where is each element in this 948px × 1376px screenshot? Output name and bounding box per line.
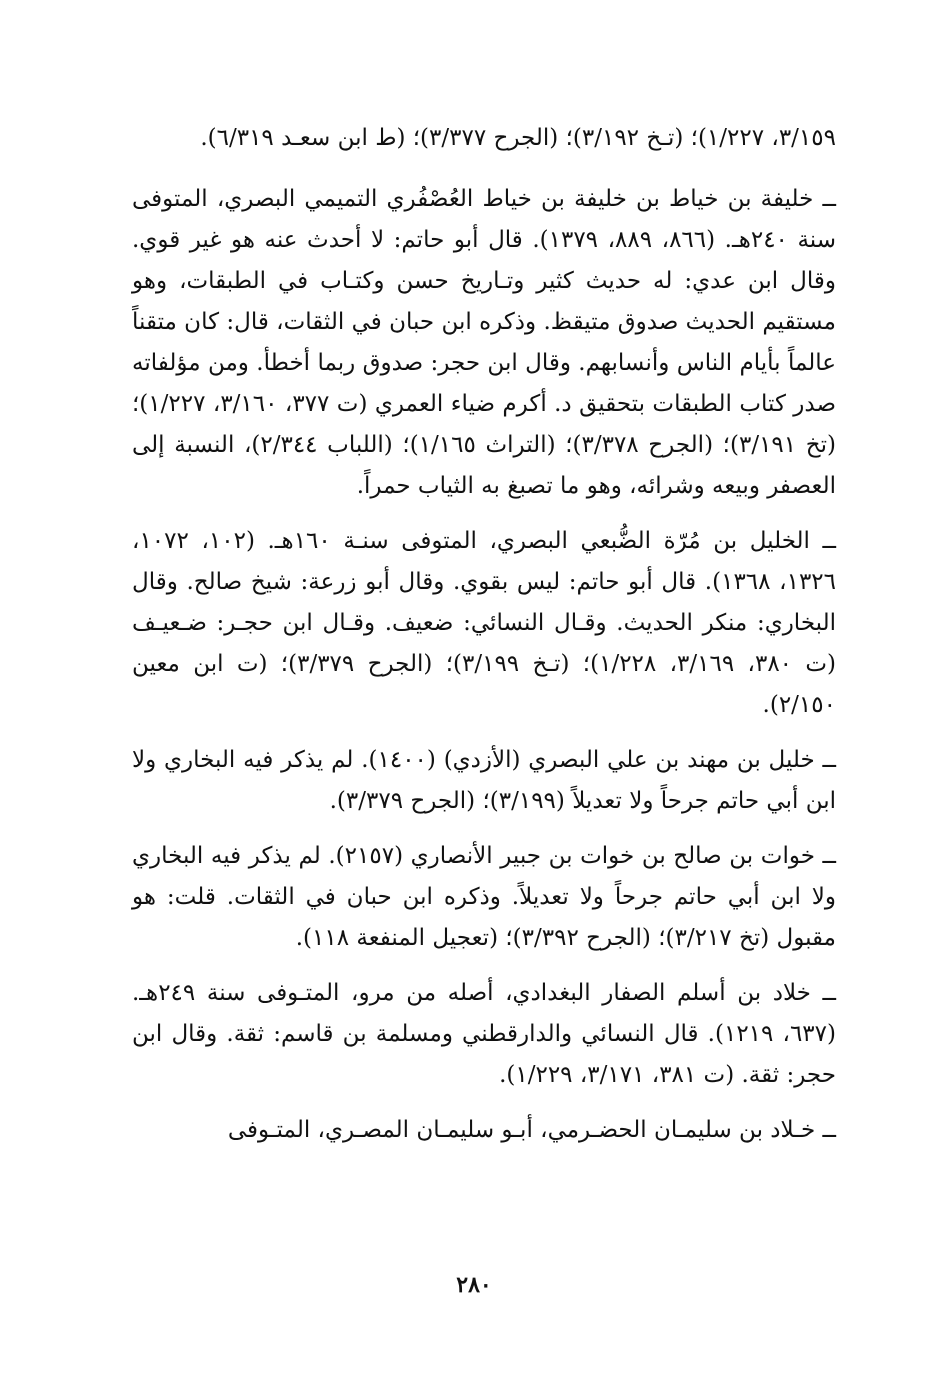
paragraph-entry-khalifa-bin-khayyat: ــ خليفة بن خياط بن خليفة بن خياط العُصْفُري التميمي البصري، المتوفى سنة ٢٤٠هـ. (٨٦٦، ٨٨٩، ١٣٧٩). قال أبو حاتم: لا أحدث عنه هو غير قوي. وقال ابن عدي: له حديث كثير وتـاريخ حسن وكتـاب في الطبقات، وهو مستقيم الحديث صدوق متيقظ. وذكره ابن حبان في الثقات، قال: كان متقناً عالماً بأيام الناس وأنسابهم. وقال ابن حجر: صدوق ربما أخطأ. ومن مؤلفاته صدر كتاب الطبقات بتحقيق د. أكرم ضياء العمري (ت ٣٧٧، ٣/١٦٠، ١/٢٢٧)؛ (تخ ٣/١٩١)؛ (الجرح ٣/٣٧٨)؛ (التراث ١/١٦٥)؛ (اللباب ٢/٣٤٤)، النسبة إلى العصفر وبيعه وشرائه، وهو ما تصبغ به الثياب حمراً. bbox=[132, 186, 837, 499]
paragraph-citation-continuation: ٣/١٥٩، ١/٢٢٧)؛ (تـخ ٣/١٩٢)؛ (الجرح ٣/٣٧٧)؛ (ط ابن سعـد ٦/٣١٩). bbox=[200, 125, 836, 151]
paragraph-entry-khallad-bin-sulayman: ــ خـلاد بن سليمـان الحضـرمي، أبـو سليمـان المصـري، المتـوفى bbox=[227, 1117, 836, 1143]
paragraph-entry-khallad-bin-aslam: ــ خلاد بن أسلم الصفار البغدادي، أصله من مرو، المتـوفى سنة ٢٤٩هـ. (٦٣٧، ١٢١٩). قال النسائي والدارقطني ومسلمة بن قاسم: ثقة. وقال ابن حجر: ثقة. (ت ٣٨١، ٣/١٧١، ١/٢٢٩). bbox=[132, 980, 836, 1088]
paragraph-entry-khalil-bin-murra: ــ الخليل بن مُرّة الضُّبعي البصري، المتوفى سنـة ١٦٠هـ. (١٠٢، ١٠٧٢، ١٣٢٦، ١٣٦٨). قال أبو حاتم: ليس بقوي. وقال أبو زرعة: شيخ صالح. وقال البخاري: منكر الحديث. وقـال النسائي: ضعيف. وقـال ابن حجـر: ضـعيـف (ت ٣٨٠، ٣/١٦٩، ١/٢٢٨)؛ (تـخ ٣/١٩٩)؛ (الجرح ٣/٣٧٩)؛ (ت ابن معين ٢/١٥٠). bbox=[132, 528, 837, 718]
paragraph-entry-khawwat-bin-salih: ــ خوات بن صالح بن خوات بن جبير الأنصاري (٢١٥٧). لم يذكر فيه البخاري ولا ابن أبي حاتم جرحاً ولا تعديلاً. وذكره ابن حبان في الثقات. قلت: هو مقبول (تخ ٣/٢١٧)؛ (الجرح ٣/٣٩٢)؛ (تعجيل المنفعة ١١٨). bbox=[132, 843, 837, 951]
paragraph-entry-khalil-bin-muhannad: ــ خليل بن مهند بن علي البصري (الأزدي) (١٤٠٠). لم يذكر فيه البخاري ولا ابن أبي حاتم جرحاً ولا تعديلاً (٣/١٩٩)؛ (الجرح ٣/٣٧٩). bbox=[132, 747, 836, 814]
page-number: ٢٨٠ bbox=[456, 1272, 492, 1298]
